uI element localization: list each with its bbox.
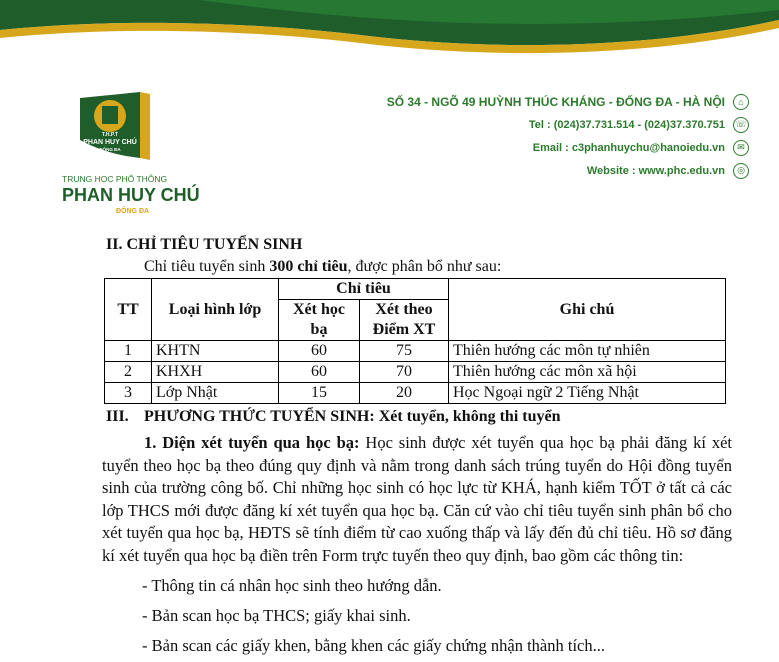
logo-badge-sub: ĐỐNG ĐA	[99, 147, 121, 152]
logo-line2: PHAN HUY CHÚ	[62, 185, 200, 205]
table-row	[105, 362, 726, 383]
section-3-title: III. PHƯƠNG THỨC TUYỂN SINH: Xét tuyển, không thi tuyển	[106, 408, 561, 425]
cell-type: KHTN	[152, 341, 279, 362]
home-icon: ⌂	[733, 94, 749, 110]
tel-text: Tel : (024)37.731.514 - (024)37.370.751	[528, 118, 725, 131]
website-row	[319, 159, 749, 182]
section-2-title: II. CHỈ TIÊU TUYỂN SINH	[106, 236, 303, 253]
list-item: - Thông tin cá nhân học sinh theo hướng dẫn.	[142, 576, 442, 595]
logo-badge-name: PHAN HUY CHÚ	[83, 139, 137, 146]
section-3-paragraph: 1. Diện xét tuyển qua học bạ: Học sinh được xét tuyển qua học bạ phải đăng kí xét tuyển theo học bạ theo đúng quy định và nằm trong danh sách trúng tuyển do Hội đồng tuyển sinh của trường công bố. Chỉ những học sinh có học lực từ KHÁ, hạnh kiểm TỐT ở tất cả các lớp THCS mới được đăng kí xét tuyển qua học bạ. Căn cứ vào chỉ tiêu tuyển sinh phân bổ cho xét tuyển qua học bạ, HĐTS sẽ tính điểm từ cao xuống thấp và lấy đến đủ chỉ tiêu. Hồ sơ đăng kí xét tuyển qua học bạ điền trên Form trực tuyến theo quy định, bao gồm các thông tin:	[102, 433, 733, 565]
tel-row	[319, 113, 749, 136]
cell-hocba: 60	[279, 341, 360, 362]
section-2-intro: Chỉ tiêu tuyển sinh 300 chỉ tiêu, được phân bổ như sau:	[144, 258, 502, 275]
list-item: - Bản scan học bạ THCS; giấy khai sinh.	[142, 606, 411, 625]
col-diem-header: Xét theo Điểm XT	[360, 300, 449, 341]
cell-tt: 3	[105, 383, 152, 404]
table-row	[105, 383, 726, 404]
school-logo	[58, 88, 223, 218]
cell-note: Thiên hướng các môn tự nhiên	[449, 341, 726, 362]
email-text: Email : c3phanhuychu@hanoiedu.vn	[532, 141, 725, 154]
table-row	[105, 341, 726, 362]
col-quota-header: Chỉ tiêu	[279, 279, 449, 300]
globe-icon: ◎	[733, 163, 749, 179]
logo-badge-top: T.H.P.T	[101, 132, 119, 138]
col-tt-header: TT	[105, 279, 152, 341]
col-type-header: Loại hình lớp	[152, 279, 279, 341]
quota-table	[104, 278, 726, 404]
cell-type: KHXH	[152, 362, 279, 383]
logo-line1: TRUNG HỌC PHỔ THÔNG	[62, 174, 168, 184]
email-row	[319, 136, 749, 159]
phone-icon: ☏	[733, 117, 749, 133]
contact-block	[319, 90, 749, 182]
cell-hocba: 15	[279, 383, 360, 404]
cell-note: Học Ngoại ngữ 2 Tiếng Nhật	[449, 383, 726, 404]
logo-line3: ĐỐNG ĐA	[116, 208, 150, 215]
address-row	[319, 90, 749, 113]
cell-diem: 20	[360, 383, 449, 404]
col-note-header: Ghi chú	[449, 279, 726, 341]
cell-type: Lớp Nhật	[152, 383, 279, 404]
cell-diem: 75	[360, 341, 449, 362]
address-text: SỐ 34 - NGÕ 49 HUỲNH THÚC KHÁNG - ĐỐNG ĐA - HÀ NỘI	[386, 94, 725, 109]
list-item: - Bản scan các giấy khen, bằng khen các giấy chứng nhận thành tích...	[142, 636, 605, 655]
email-icon: ✉	[733, 140, 749, 156]
cell-note: Thiên hướng các môn xã hội	[449, 362, 726, 383]
cell-diem: 70	[360, 362, 449, 383]
cell-tt: 2	[105, 362, 152, 383]
header-banner	[0, 0, 779, 70]
cell-hocba: 60	[279, 362, 360, 383]
document-body	[102, 234, 732, 657]
col-hocba-header: Xét học bạ	[279, 300, 360, 341]
website-text: Website : www.phc.edu.vn	[586, 164, 725, 177]
cell-tt: 1	[105, 341, 152, 362]
